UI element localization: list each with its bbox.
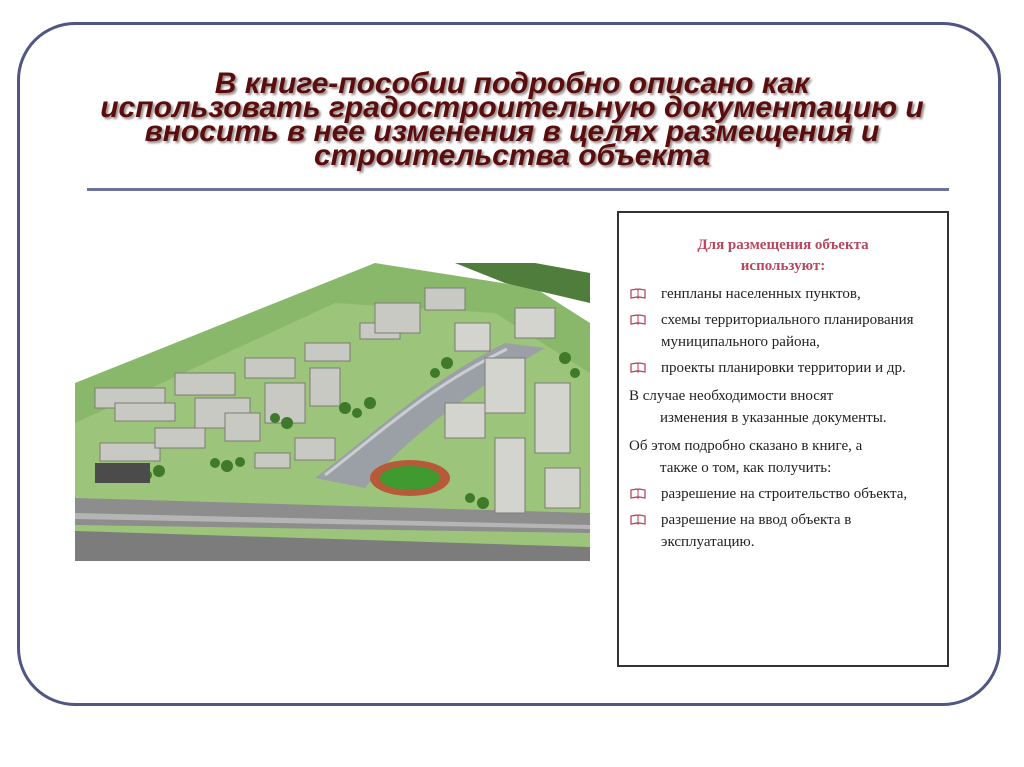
open-book-icon bbox=[630, 362, 646, 373]
list-item-text: разрешение на строительство объекта, bbox=[661, 486, 908, 502]
city-render-image bbox=[75, 263, 590, 561]
paragraph-changes-line-1: В случае необходимости вносят bbox=[629, 388, 834, 404]
list-item-text: схемы территориального планирования муниципального района, bbox=[661, 312, 914, 350]
open-book-icon bbox=[630, 288, 646, 299]
panel-heading bbox=[627, 235, 939, 277]
open-book-icon bbox=[630, 488, 646, 499]
paragraph-book-line-1: Об этом подробно сказано в книге, а bbox=[629, 438, 863, 454]
panel-heading-line-1: Для размещения объекта bbox=[697, 237, 869, 253]
open-book-icon bbox=[630, 314, 646, 325]
list-item bbox=[619, 483, 947, 505]
title-line-1: В книге-пособии подробно описано как bbox=[214, 67, 810, 100]
title-line-3: вносить в нее изменения в целях размещения и bbox=[144, 115, 880, 148]
paragraph-changes bbox=[619, 385, 947, 429]
panel-heading-line-2: используют: bbox=[740, 258, 826, 274]
list-item-text: генпланы населенных пунктов, bbox=[661, 286, 861, 302]
title-divider bbox=[87, 188, 949, 191]
info-panel bbox=[617, 211, 949, 667]
list-item-text: проекты планировки территории и др. bbox=[661, 360, 906, 376]
paragraph-changes-rest: изменения в указанные документы. bbox=[660, 410, 887, 426]
paragraph-book bbox=[619, 435, 947, 479]
list-item bbox=[619, 283, 947, 305]
title-line-4: строительства объекта bbox=[313, 139, 711, 172]
paragraph-book-rest: также о том, как получить: bbox=[660, 460, 832, 476]
slide-title bbox=[90, 67, 934, 172]
open-book-icon bbox=[630, 514, 646, 525]
list-item-text: разрешение на ввод объекта в эксплуатацию. bbox=[661, 512, 852, 550]
city-render-illustration bbox=[75, 263, 590, 561]
list-item bbox=[619, 309, 947, 353]
title-line-2: использовать градостроительную документацию и bbox=[100, 91, 924, 124]
list-item bbox=[619, 357, 947, 379]
list-item bbox=[619, 509, 947, 553]
